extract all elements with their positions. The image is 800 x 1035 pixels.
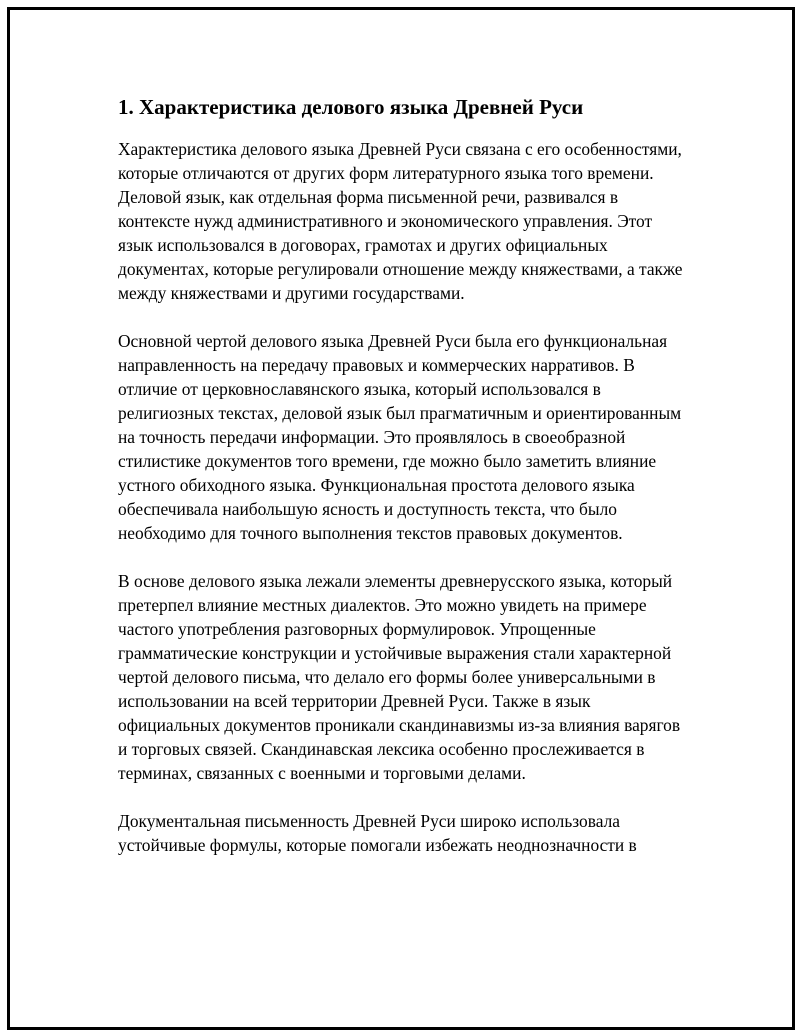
paragraph-1: Характеристика делового языка Древней Руси связана с его особенностями, которые отличаются от других форм литературного языка того времени. Деловой язык, как отдельная форма письменной речи, развивался в контексте нужд административного и экономического управления. Этот язык использовался в договорах, грамотах и других официальных документах, которые регулировали отношение между княжествами, а также между княжествами и другими государствами. [118, 139, 683, 303]
paragraph-4: Документальная письменность Древней Руси широко использовала устойчивые формулы, которые помогали избежать неоднозначности в [118, 811, 637, 855]
section-heading: 1. Характеристика делового языка Древней Руси [118, 95, 584, 119]
document-body [118, 92, 688, 881]
paragraph-3: В основе делового языка лежали элементы древнерусского языка, который претерпел влияние местных диалектов. Это можно увидеть на примере частого употребления разговорных формулировок. Упрощенные грамматические конструкции и устойчивые выражения стали характерной чертой делового письма, что делало его формы более универсальными в использовании на всей территории Древней Руси. Также в язык официальных документов проникали скандинавизмы из-за влияния варягов и торговых связей. Скандинавская лексика особенно прослеживается в терминах, связанных с военными и торговыми делами. [118, 571, 681, 783]
paragraph-2: Основной чертой делового языка Древней Руси была его функциональная направленность на передачу правовых и коммерческих нарративов. В отличие от церковнославянского языка, который использовался в религиозных текстах, деловой язык был прагматичным и ориентированным на точность передачи информации. Это проявлялось в своеобразной стилистике документов того времени, где можно было заметить влияние устного обиходного языка. Функциональная простота делового языка обеспечивала наибольшую ясность и доступность текста, что было необходимо для точного выполнения текстов правовых документов. [118, 331, 682, 543]
